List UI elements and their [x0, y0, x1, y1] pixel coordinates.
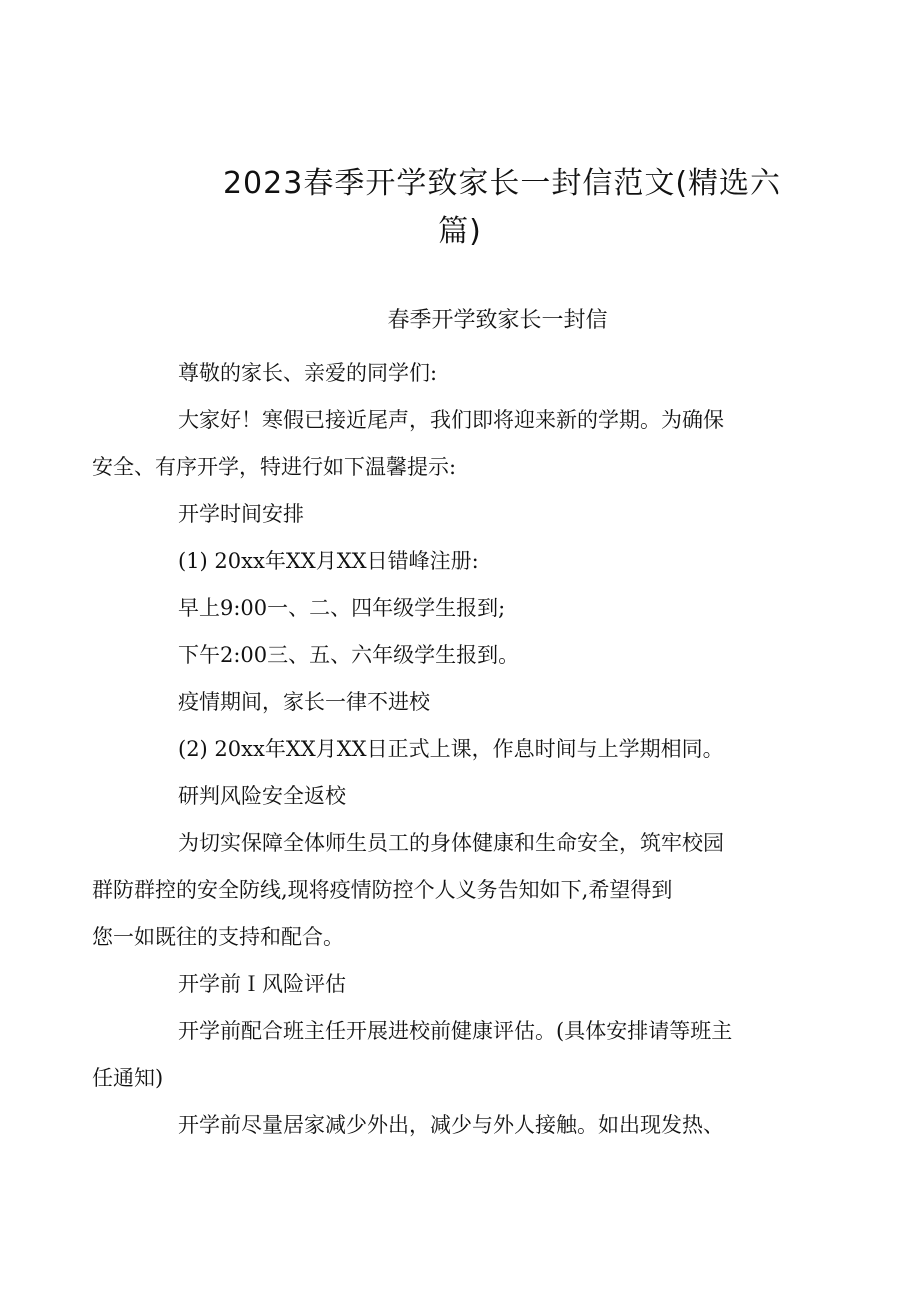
paragraph-intro — [92, 397, 795, 491]
paragraph-schedule-heading — [135, 491, 795, 538]
paragraph-line: 早上9:00一、二、四年级学生报到; — [178, 596, 506, 620]
paragraph-line: 开学前尽量居家减少外出，减少与外人接触。如出现发热、 — [178, 1113, 724, 1137]
paragraph-morning — [135, 585, 795, 632]
paragraph-epidemic-note — [135, 679, 795, 726]
paragraph-item-1 — [135, 538, 795, 585]
paragraph-line: (1) 20xx年XX月XX日错峰注册: — [178, 549, 479, 573]
letter-body — [92, 350, 795, 1149]
paragraph-line: 下午2:00三、五、六年级学生报到。 — [178, 643, 520, 667]
paragraph-line: 安全、有序开学，特进行如下温馨提示: — [92, 455, 457, 479]
paragraph-risk-heading — [135, 773, 795, 820]
title-line-2: 篇) — [438, 214, 482, 249]
paragraph-pre-assessment — [92, 1008, 795, 1102]
paragraph-item-2 — [135, 726, 795, 773]
paragraph-line: 为切实保障全体师生员工的身体健康和生命安全，筑牢校园 — [178, 831, 724, 855]
paragraph-line: 群防群控的安全防线,现将疫情防控个人义务告知如下,希望得到 — [92, 878, 673, 902]
paragraph-line: 您一如既往的支持和配合。 — [92, 925, 344, 949]
letter-subtitle: 春季开学致家长一封信 — [387, 308, 608, 333]
paragraph-line: (2) 20xx年XX月XX日正式上课，作息时间与上学期相同。 — [178, 737, 724, 761]
paragraph-line: 疫情期间，家长一律不进校 — [178, 690, 430, 714]
document-title — [150, 160, 830, 256]
paragraph-afternoon — [135, 632, 795, 679]
paragraph-pre-assessment-heading — [135, 961, 795, 1008]
paragraph-stay-home — [135, 1102, 795, 1149]
paragraph-line: 任通知) — [92, 1066, 164, 1090]
paragraph-line: 开学前Ｉ风险评估 — [178, 972, 346, 996]
paragraph-line: 研判风险安全返校 — [178, 784, 346, 808]
paragraph-line: 开学前配合班主任开展进校前健康评估。(具体安排请等班主 — [178, 1019, 733, 1043]
paragraph-line: 开学时间安排 — [178, 502, 304, 526]
paragraph-line: 尊敬的家长、亲爱的同学们: — [178, 361, 438, 385]
paragraph-safety — [92, 820, 795, 961]
paragraph-greeting — [135, 350, 795, 397]
paragraph-line: 大家好！寒假已接近尾声，我们即将迎来新的学期。为确保 — [178, 408, 724, 432]
title-line-1: 2023春季开学致家长一封信范文(精选六 — [222, 166, 782, 201]
